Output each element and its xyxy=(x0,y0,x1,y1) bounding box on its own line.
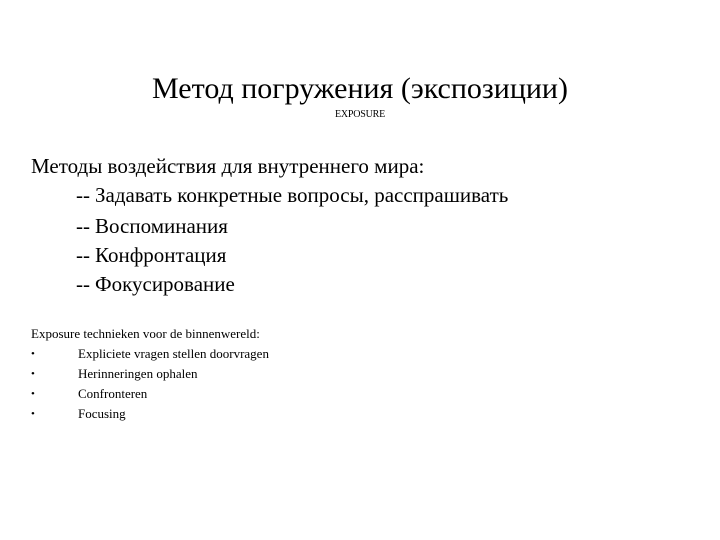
list-item xyxy=(76,181,508,210)
russian-methods-list xyxy=(31,181,508,299)
russian-methods-heading: Методы воздействия для внутреннего мира: xyxy=(31,154,425,178)
bullet-icon: • xyxy=(31,408,35,420)
slide-title: Метод погружения (экспозиции) xyxy=(152,72,568,105)
list-item-text: Задавать конкретные вопросы, расспрашивать xyxy=(95,183,509,207)
list-item xyxy=(76,241,508,270)
dash-marker: -- xyxy=(76,214,90,238)
bullet-icon: • xyxy=(31,388,35,400)
dutch-techniques-block xyxy=(31,324,269,424)
dash-marker: -- xyxy=(76,243,90,267)
russian-methods-block xyxy=(31,152,508,299)
bullet-icon: • xyxy=(31,368,35,380)
list-item xyxy=(31,364,260,384)
dutch-techniques-heading: Exposure technieken voor de binnenwereld: xyxy=(31,326,260,341)
dutch-techniques-list xyxy=(31,344,269,424)
dash-marker: -- xyxy=(76,272,90,296)
list-item-text: Фокусирование xyxy=(95,272,235,296)
list-item xyxy=(76,212,508,241)
list-item-text: Confronteren xyxy=(78,386,148,401)
list-item-text: Focusing xyxy=(78,406,126,421)
dash-marker: -- xyxy=(76,183,90,207)
list-item xyxy=(31,404,260,424)
list-item-text: Herinneringen ophalen xyxy=(78,366,198,381)
list-item-text: Expliciete vragen stellen doorvragen xyxy=(78,346,269,361)
list-item-text: Конфронтация xyxy=(95,243,227,267)
list-item xyxy=(31,384,260,404)
bullet-icon: • xyxy=(31,348,35,360)
slide-subtitle: EXPOSURE xyxy=(334,109,386,120)
list-item-text: Воспоминания xyxy=(95,214,228,238)
list-item xyxy=(76,270,508,299)
list-item xyxy=(31,344,269,364)
